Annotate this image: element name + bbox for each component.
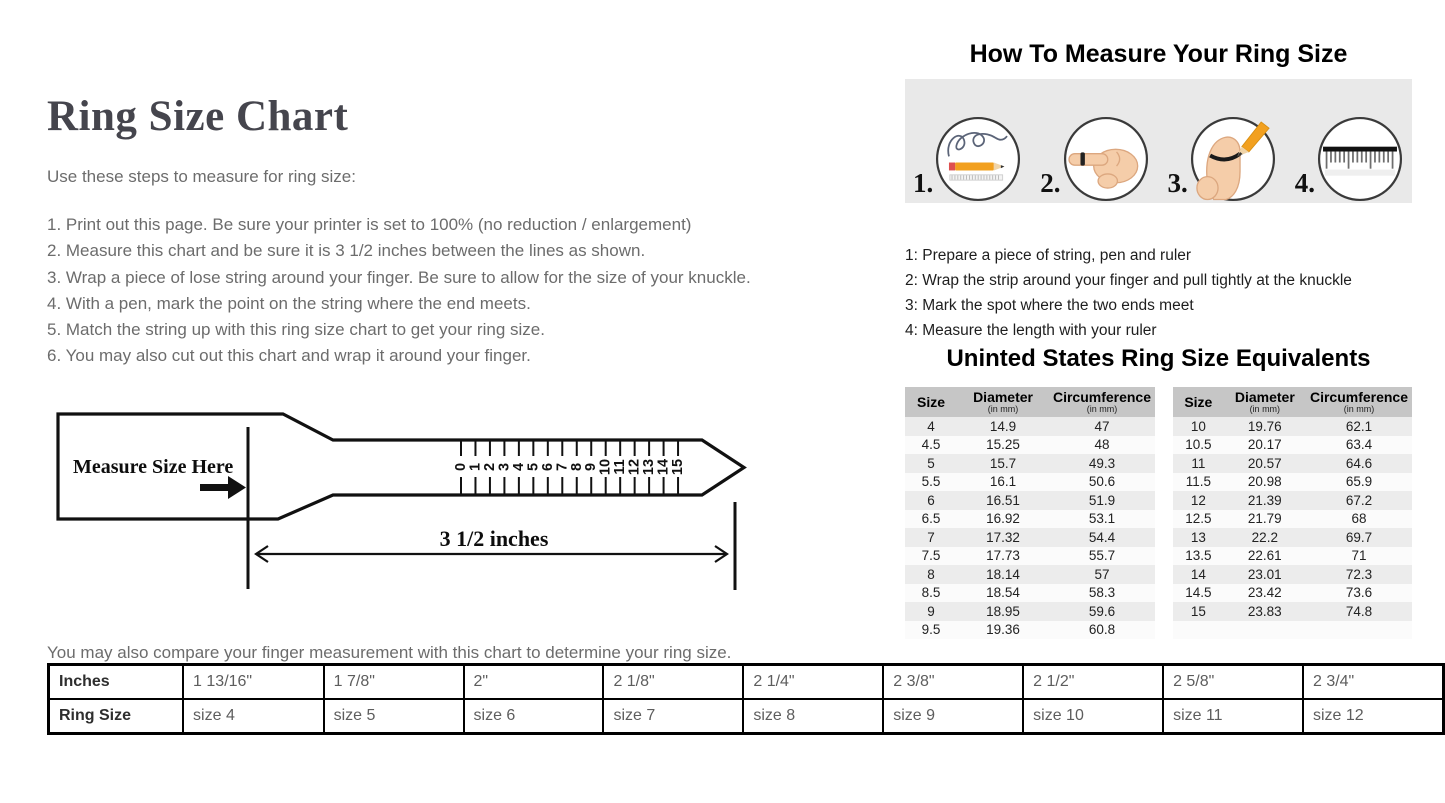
table-cell: 20.57	[1247, 455, 1282, 471]
table-cell: 59.6	[1088, 603, 1116, 619]
how-step: 3: Mark the spot where the two ends meet	[905, 297, 1194, 314]
conversion-row	[49, 699, 1444, 734]
tick-number: 15	[670, 458, 687, 476]
table-row	[1173, 436, 1412, 455]
table-cell: 69.7	[1345, 529, 1373, 545]
table-cell: 47	[1094, 418, 1110, 434]
table-cell: 22.2	[1251, 529, 1278, 545]
string-on-finger-icon	[1062, 115, 1150, 203]
table-cell: 7	[927, 529, 935, 545]
conversion-cell: size 5	[324, 699, 464, 734]
table-row	[905, 491, 1155, 510]
table-cell: 10.5	[1185, 437, 1212, 453]
col-size: Size	[1173, 387, 1224, 417]
table-header-row	[905, 387, 1155, 417]
conversion-row	[49, 665, 1444, 700]
table-cell: 57	[1094, 566, 1110, 582]
step-item: 5. Match the string up with this ring size chart to get your ring size.	[47, 320, 545, 340]
table-cell	[1224, 621, 1306, 640]
ring-sizer-diagram	[47, 411, 759, 603]
tick-number: 1	[467, 462, 484, 472]
table-cell: 64.6	[1345, 455, 1373, 471]
unit-label: (in mm)	[1343, 403, 1375, 414]
table-row	[905, 436, 1155, 455]
measure-size-here-label: Measure Size Here	[73, 456, 234, 478]
step-item: 2. Measure this chart and be sure it is 3 1/2 inches between the lines as shown.	[47, 241, 646, 261]
table-cell: 16.51	[986, 492, 1020, 508]
col-size: Size	[905, 387, 957, 417]
conversion-cell: size 8	[743, 699, 883, 734]
table-cell: 12.5	[1185, 511, 1212, 527]
step-number: 2.	[1040, 168, 1061, 198]
table-cell: 63.4	[1345, 437, 1373, 453]
step-item: 3. Wrap a piece of lose string around your finger. Be sure to allow for the size of your knuckle.	[47, 267, 751, 287]
table-row	[905, 547, 1155, 566]
table-row	[905, 473, 1155, 492]
table-cell	[1306, 621, 1412, 640]
tick-number: 6	[539, 462, 556, 472]
table-row	[905, 584, 1155, 603]
conversion-cell: 2 1/4"	[743, 665, 883, 700]
how-to-measure-title: How To Measure Your Ring Size	[969, 40, 1348, 68]
table-cell: 6	[927, 492, 935, 508]
how-step: 4: Measure the length with your ruler	[905, 322, 1157, 339]
how-step: 2: Wrap the strip around your finger and pull tightly at the knuckle	[905, 272, 1352, 289]
table-cell: 53.1	[1088, 511, 1116, 527]
table-cell: 65.9	[1345, 474, 1373, 490]
table-cell: 8	[927, 566, 935, 582]
instructions-section	[47, 92, 827, 370]
conversion-cell: 2"	[464, 665, 604, 700]
tick-number: 8	[568, 462, 585, 472]
table-cell: 17.32	[986, 529, 1020, 545]
unit-label: (in mm)	[1249, 403, 1281, 414]
table-cell: 50.6	[1088, 474, 1116, 490]
how-to-steps-list	[905, 243, 1352, 343]
table-cell	[1173, 621, 1224, 640]
table-row	[905, 621, 1155, 640]
table-cell: 55.7	[1088, 548, 1116, 564]
table-cell: 51.9	[1088, 492, 1116, 508]
table-cell: 21.39	[1247, 492, 1282, 508]
table-cell: 18.54	[986, 585, 1020, 601]
table-cell: 8.5	[921, 585, 941, 601]
table-cell: 74.8	[1345, 603, 1373, 619]
inches-to-ring-size-table	[47, 663, 1445, 735]
table-row	[905, 454, 1155, 473]
col-circumference: Circumference (in mm)	[1306, 387, 1412, 417]
table-cell: 20.98	[1247, 474, 1282, 490]
conversion-cell: size 9	[883, 699, 1023, 734]
table-cell: 62.1	[1345, 418, 1373, 434]
conversion-cell: 2 5/8"	[1163, 665, 1303, 700]
row-label: Ring Size	[49, 699, 184, 734]
tick-number: 10	[597, 458, 614, 476]
unit-label: (in mm)	[987, 403, 1019, 414]
table-cell: 68	[1351, 511, 1367, 527]
table-cell: 5.5	[921, 474, 941, 490]
conversion-cell: size 10	[1023, 699, 1163, 734]
illustration-step-4	[1295, 115, 1404, 203]
size-equivalents-tables	[905, 387, 1412, 639]
size-table-right	[1173, 387, 1412, 639]
table-cell: 19.76	[1247, 418, 1282, 434]
table-cell: 4	[927, 418, 935, 434]
table-cell: 73.6	[1345, 585, 1373, 601]
table-cell: 5	[927, 455, 935, 471]
tick-number: 5	[525, 462, 542, 472]
table-row	[1173, 602, 1412, 621]
ruler-icon	[1316, 115, 1404, 203]
conversion-cell: size 11	[1163, 699, 1303, 734]
table-cell: 16.92	[986, 511, 1020, 527]
table-cell: 9.5	[921, 622, 941, 638]
table-cell: 17.73	[986, 548, 1020, 564]
conversion-cell: 2 1/8"	[603, 665, 743, 700]
table-cell: 21.79	[1247, 511, 1282, 527]
conversion-cell: size 7	[603, 699, 743, 734]
table-cell: 20.17	[1247, 437, 1282, 453]
mark-knuckle-icon	[1189, 115, 1277, 203]
table-cell: 11.5	[1185, 474, 1211, 490]
table-row	[905, 417, 1155, 436]
step-item: 4. With a pen, mark the point on the string where the end meets.	[47, 293, 531, 313]
table-cell: 10	[1190, 418, 1206, 434]
table-cell: 13.5	[1185, 548, 1212, 564]
table-row	[1173, 417, 1412, 436]
table-row	[1173, 473, 1412, 492]
table-cell: 18.14	[986, 566, 1020, 582]
tick-number: 4	[510, 462, 527, 472]
table-cell: 15.25	[986, 437, 1020, 453]
unit-label: (in mm)	[1086, 403, 1118, 414]
table-cell: 23.42	[1247, 585, 1282, 601]
step-number: 3.	[1167, 168, 1188, 198]
table-cell: 23.83	[1247, 603, 1282, 619]
tick-number: 0	[453, 462, 469, 472]
table-row	[1173, 454, 1412, 473]
table-cell: 9	[927, 603, 935, 619]
intro-text: Use these steps to measure for ring size:	[47, 167, 356, 186]
conversion-cell: size 6	[464, 699, 604, 734]
table-cell: 14	[1190, 566, 1206, 582]
dimension-label: 3 1/2 inches	[439, 526, 549, 551]
table-cell: 14.5	[1185, 585, 1212, 601]
table-cell: 15.7	[989, 455, 1017, 471]
table-cell: 11	[1191, 455, 1206, 471]
tick-number: 2	[481, 462, 498, 472]
table-row	[1173, 565, 1412, 584]
col-diameter: Diameter (in mm)	[957, 387, 1049, 417]
string-and-pencil-icon	[934, 115, 1022, 203]
table-cell: 19.36	[986, 622, 1020, 638]
tick-number: 11	[612, 459, 629, 475]
table-cell: 48	[1094, 437, 1110, 453]
tick-number: 3	[496, 462, 513, 472]
table-cell: 60.8	[1088, 622, 1116, 638]
table-cell: 72.3	[1345, 566, 1373, 582]
table-cell: 54.4	[1088, 529, 1116, 545]
conversion-cell: 1 13/16"	[183, 665, 324, 700]
table-cell: 67.2	[1345, 492, 1373, 508]
illustration-step-2	[1040, 115, 1149, 203]
table-row	[905, 510, 1155, 529]
table-cell: 6.5	[921, 511, 941, 527]
table-cell: 22.61	[1247, 548, 1282, 564]
illustration-step-3	[1168, 115, 1277, 203]
table-cell: 15	[1190, 603, 1206, 619]
table-cell: 18.95	[986, 603, 1020, 619]
table-cell: 14.9	[989, 418, 1017, 434]
table-row	[905, 602, 1155, 621]
equivalents-title: Uninted States Ring Size Equivalents	[946, 345, 1371, 372]
conversion-cell: size 4	[183, 699, 324, 734]
conversion-cell: size 12	[1303, 699, 1444, 734]
table-row	[905, 528, 1155, 547]
table-cell: 7.5	[921, 548, 941, 564]
step-item: 6. You may also cut out this chart and wrap it around your finger.	[47, 346, 531, 366]
tick-number: 9	[583, 462, 600, 472]
col-diameter: Diameter (in mm)	[1224, 387, 1306, 417]
table-cell: 13	[1190, 529, 1206, 545]
table-cell: 4.5	[921, 437, 941, 453]
size-table-left	[905, 387, 1155, 639]
table-row	[905, 565, 1155, 584]
conversion-cell: 2 3/4"	[1303, 665, 1444, 700]
table-cell: 23.01	[1247, 566, 1282, 582]
illustration-panel	[905, 79, 1412, 203]
tick-number: 12	[626, 458, 643, 476]
table-cell: 16.1	[989, 474, 1017, 490]
table-row	[1173, 528, 1412, 547]
how-step: 1: Prepare a piece of string, pen and ruler	[905, 247, 1192, 264]
row-label: Inches	[49, 665, 184, 700]
step-number: 4.	[1294, 168, 1315, 198]
tick-number: 13	[641, 458, 658, 476]
col-circumference: Circumference (in mm)	[1049, 387, 1155, 417]
tick-number: 7	[554, 462, 571, 472]
conversion-cell: 2 1/2"	[1023, 665, 1163, 700]
table-row	[1173, 621, 1412, 640]
step-item: 1. Print out this page. Be sure your printer is set to 100% (no reduction / enlargement)	[47, 215, 692, 234]
table-cell: 12	[1190, 492, 1206, 508]
conversion-cell: 2 3/8"	[883, 665, 1023, 700]
table-cell: 49.3	[1088, 455, 1116, 471]
illustration-step-1	[913, 115, 1022, 203]
conversion-cell: 1 7/8"	[324, 665, 464, 700]
table-cell: 58.3	[1088, 585, 1116, 601]
table-row	[1173, 510, 1412, 529]
page-title: Ring Size Chart	[47, 93, 349, 140]
table-row	[1173, 547, 1412, 566]
table-row	[1173, 491, 1412, 510]
measuring-steps-list	[47, 212, 827, 370]
step-number: 1.	[913, 168, 934, 198]
tick-number: 14	[655, 458, 672, 476]
compare-note: You may also compare your finger measurement with this chart to determine your ring size.	[47, 643, 732, 662]
table-row	[1173, 584, 1412, 603]
table-header-row	[1173, 387, 1412, 417]
table-cell: 71	[1351, 548, 1367, 564]
